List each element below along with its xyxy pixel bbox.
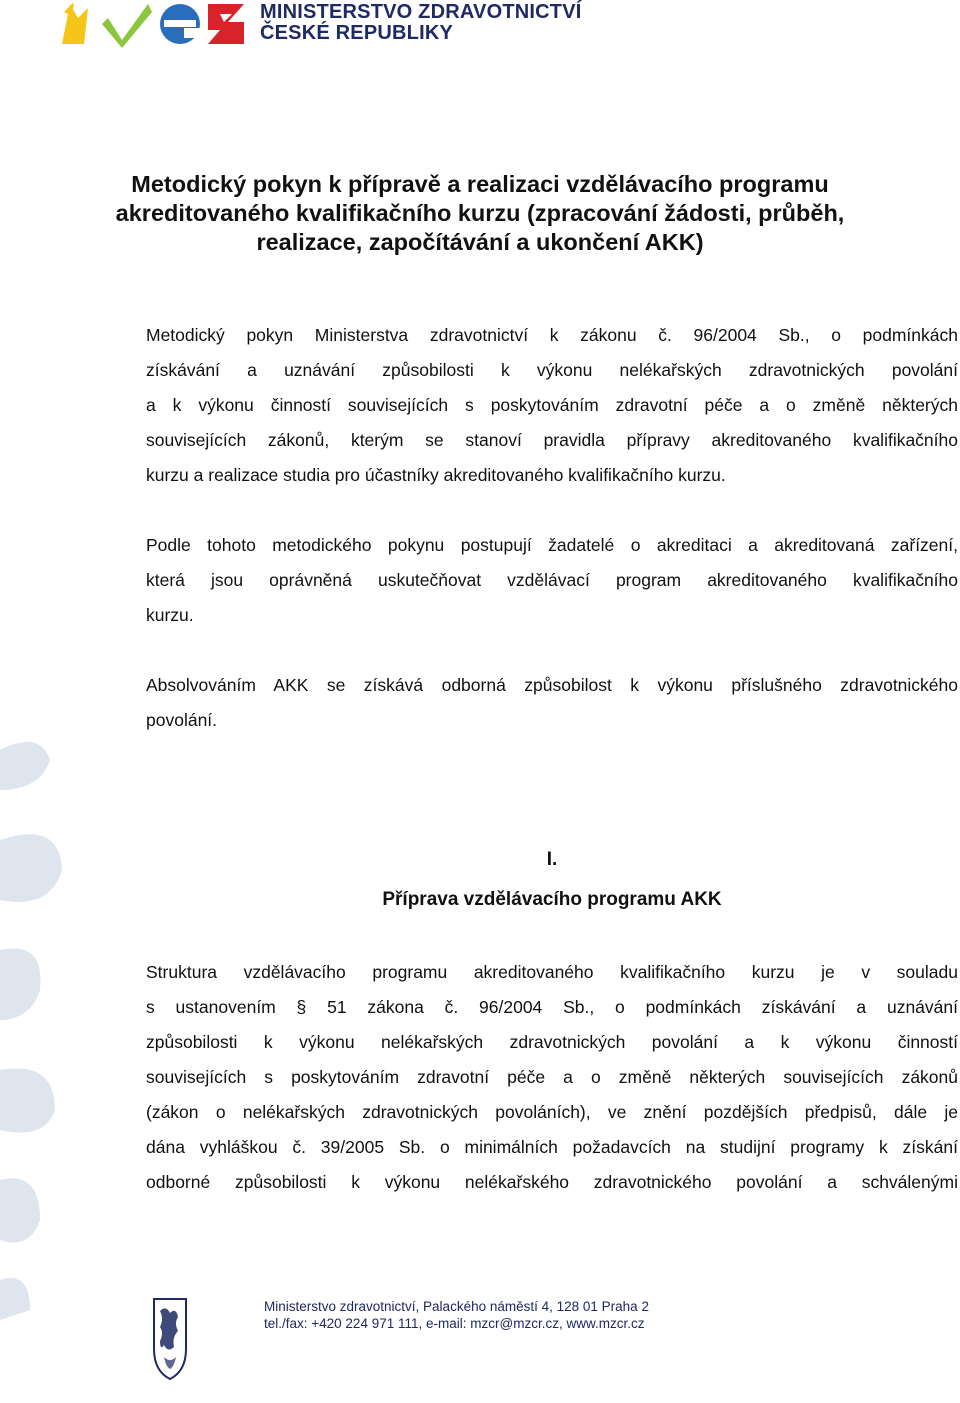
title-line: Metodický pokyn k přípravě a realizaci vzdělávacího programu <box>131 171 829 197</box>
paragraph-structure <box>146 955 958 1200</box>
footer-address: Ministerstvo zdravotnictví, Palackého náměstí 4, 128 01 Praha 2 <box>264 1299 649 1314</box>
title-line: akreditovaného kvalifikačního kurzu (zpracování žádosti, průběh, <box>115 200 845 226</box>
text-line: kurzu a realizace studia pro účastníky akreditovaného kvalifikačního kurzu. <box>146 465 726 485</box>
text-line: a k výkonu činností souvisejících s poskytováním zdravotní péče a o změně některých <box>146 395 958 415</box>
text-line: získávání a uznávání způsobilosti k výkonu nelékařských zdravotnických povolání <box>146 360 958 380</box>
document-title <box>80 170 880 257</box>
text-line: která jsou oprávněná uskutečňovat vzdělávací program akreditovaného kvalifikačního <box>146 570 958 590</box>
section-number: I. <box>546 849 558 870</box>
czech-coat-of-arms-icon <box>152 1297 188 1381</box>
text-line: Struktura vzdělávacího programu akreditovaného kvalifikačního kurzu je v souladu <box>146 962 958 982</box>
title-line: realizace, započítávání a ukončení AKK) <box>256 229 704 255</box>
text-line: souvisejících zákonů, kterým se stanoví pravidla přípravy akreditovaného kvalifikačního <box>146 430 958 450</box>
ministry-logo <box>60 0 582 48</box>
text-line: způsobilosti k výkonu nelékařských zdravotnických povolání a k výkonu činností <box>146 1032 958 1052</box>
paragraph-competence <box>146 668 958 738</box>
text-line: s ustanovením § 51 zákona č. 96/2004 Sb., o podmínkách získávání a uznávání <box>146 997 958 1017</box>
eu-health-logo-icon <box>60 0 250 48</box>
text-line: Metodický pokyn Ministerstva zdravotnictví k zákonu č. 96/2004 Sb., o podmínkách <box>146 325 958 345</box>
text-line: dána vyhláškou č. 39/2005 Sb. o minimálních požadavcích na studijní programy k získání <box>146 1137 958 1157</box>
paragraph-applicants <box>146 528 958 633</box>
sun-watermark-icon <box>0 720 70 1320</box>
logo-line-2: ČESKÉ REPUBLIKY <box>260 22 454 44</box>
logo-line-1: MINISTERSTVO ZDRAVOTNICTVÍ <box>260 1 582 23</box>
text-line: povolání. <box>146 710 218 730</box>
text-line: Absolvováním AKK se získává odborná způsobilost k výkonu příslušného zdravotnického <box>146 675 958 695</box>
text-line: Podle tohoto metodického pokynu postupují žadatelé o akreditaci a akreditovaná zařízení, <box>146 535 958 555</box>
text-line: (zákon o nelékařských zdravotnických povoláních), ve znění pozdějších předpisů, dále je <box>146 1102 958 1122</box>
section-title: Příprava vzdělávacího programu AKK <box>382 889 722 910</box>
footer-contact <box>264 1298 649 1332</box>
paragraph-intro <box>146 318 958 493</box>
text-line: kurzu. <box>146 605 194 625</box>
text-line: odborné způsobilosti k výkonu nelékařského zdravotnického povolání a schválenými <box>146 1172 958 1192</box>
text-line: souvisejících s poskytováním zdravotní péče a o změně některých souvisejících zákonů <box>146 1067 958 1087</box>
footer-contact-line: tel./fax: +420 224 971 111, e-mail: mzcr@mzcr.cz, www.mzcr.cz <box>264 1316 645 1331</box>
